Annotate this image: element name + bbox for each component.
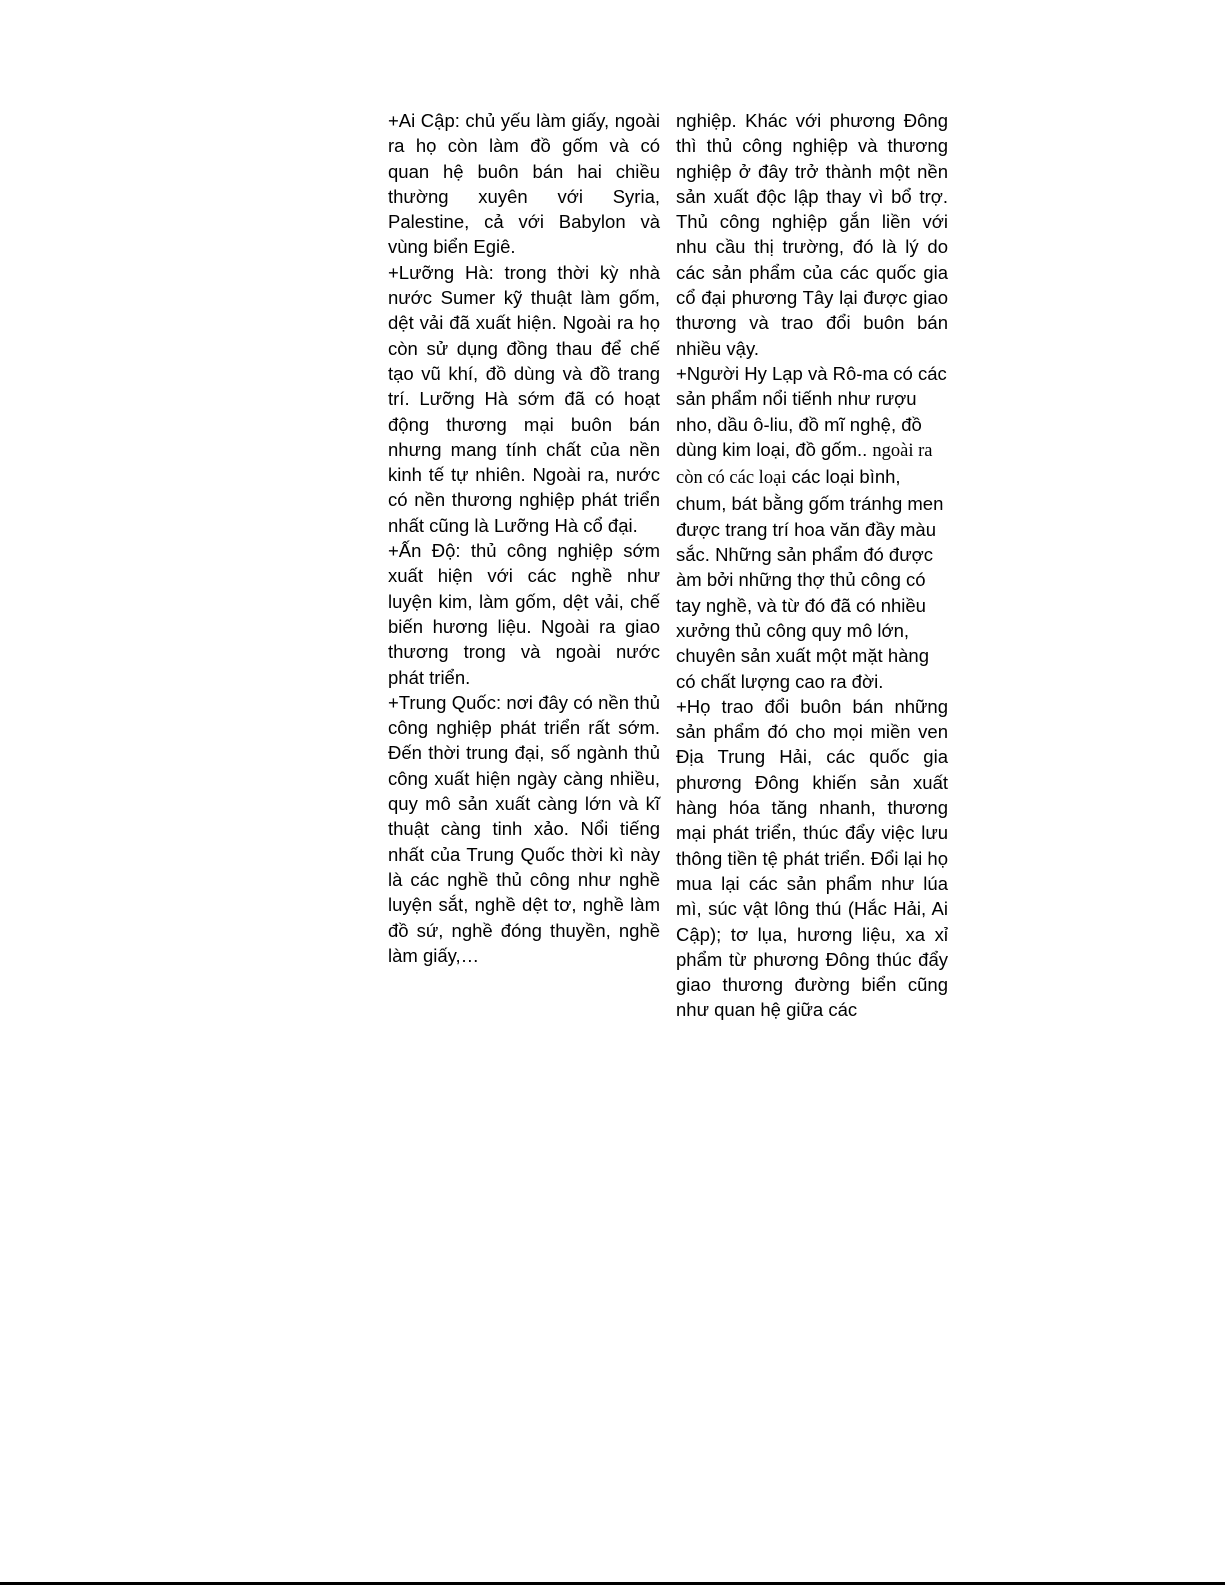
paragraph-phuong-tay-continued: nghiệp. Khác với phương Đông thì thủ công nghiệp và thương nghiệp ở đây trở thành một nền sản xuất độc lập thay vì bổ trợ. Thủ công nghiệp gắn liền với nhu cầu thị trường, đó là lý do các sản phẩm của các quốc gia cổ đại phương Tây lại được giao thương và trao đổi buôn bán nhiều vậy. bbox=[676, 110, 948, 359]
paragraph-luong-ha: +Lưỡng Hà: trong thời kỳ nhà nước Sumer kỹ thuật làm gốm, dệt vải đã xuất hiện. Ngoài ra họ còn sử dụng đồng thau để chế tạo vũ khí, đồ dùng và đồ trang trí. Lưỡng Hà sớm đã có hoạt động thương mại buôn bán nhưng mang tính chất của nền kinh tế tự nhiên. Ngoài ra, nước có nền thương nghiệp phát triển nhất cũng là Lưỡng Hà cổ đại. bbox=[388, 261, 660, 536]
paragraph-hy-lap-ro-ma bbox=[676, 361, 948, 694]
paragraph-hy-lap-ro-ma-serif-insert: ngoài ra còn có các loại bbox=[676, 440, 933, 489]
paragraph-an-do: +Ấn Độ: thủ công nghiệp sớm xuất hiện với các nghề như luyện kim, làm gốm, dệt vải, chế biến hương liệu. Ngoài ra giao thương trong và ngoài nước phát triển. bbox=[388, 540, 660, 688]
paragraph-trung-quoc: +Trung Quốc: nơi đây có nền thủ công nghiệp phát triển rất sớm. Đến thời trung đại, số ngành thủ công xuất hiện ngày càng nhiều, quy mô sản xuất càng lớn và kĩ thuật càng tinh xảo. Nổi tiếng nhất của Trung Quốc thời kì này là các nghề thủ công như nghề luyện sắt, nghề dệt tơ, nghề làm đồ sứ, nghề đóng thuyền, nghề làm giấy,… bbox=[388, 691, 660, 966]
paragraph-hy-lap-ro-ma-part-1: +Người Hy Lạp và Rô-ma có các sản phẩm nổi tiếnh như rượu nho, dầu ô-liu, đồ mĩ nghệ, đồ dùng kim loại, đồ gốm.. bbox=[676, 362, 947, 460]
right-text-column bbox=[676, 108, 948, 1023]
left-text-column bbox=[388, 108, 660, 968]
paragraph-trao-doi-buon-ban: +Họ trao đổi buôn bán những sản phẩm đó cho mọi miền ven Địa Trung Hải, các quốc gia phương Đông khiến sản xuất hàng hóa tăng nhanh, thương mại phát triển, thúc đẩy việc lưu thông tiền tệ phát triển. Đổi lại họ mua lại các sản phẩm như lúa mì, súc vật lông thú (Hắc Hải, Ai Cập); tơ lụa, hương liệu, xa xỉ phẩm từ phương Đông thúc đẩy giao thương đường biển cũng như quan hệ giữa các bbox=[676, 695, 948, 1021]
paragraph-hy-lap-ro-ma-part-2: các loại bình, chum, bát bằng gốm tránhg men được trang trí hoa văn đầy màu sắc. Những sản phẩm đó được àm bởi những thợ thủ công có tay nghề, và từ đó đã có nhiều xưởng thủ công quy mô lớn, chuyên sản xuất một mặt hàng có chất lượng cao ra đời. bbox=[676, 466, 944, 692]
paragraph-ai-cap: +Ai Cập: chủ yếu làm giấy, ngoài ra họ còn làm đồ gốm và có quan hệ buôn bán hai chiều thường xuyên với Syria, Palestine, cả với Babylon và vùng biển Egiê. bbox=[388, 110, 660, 258]
